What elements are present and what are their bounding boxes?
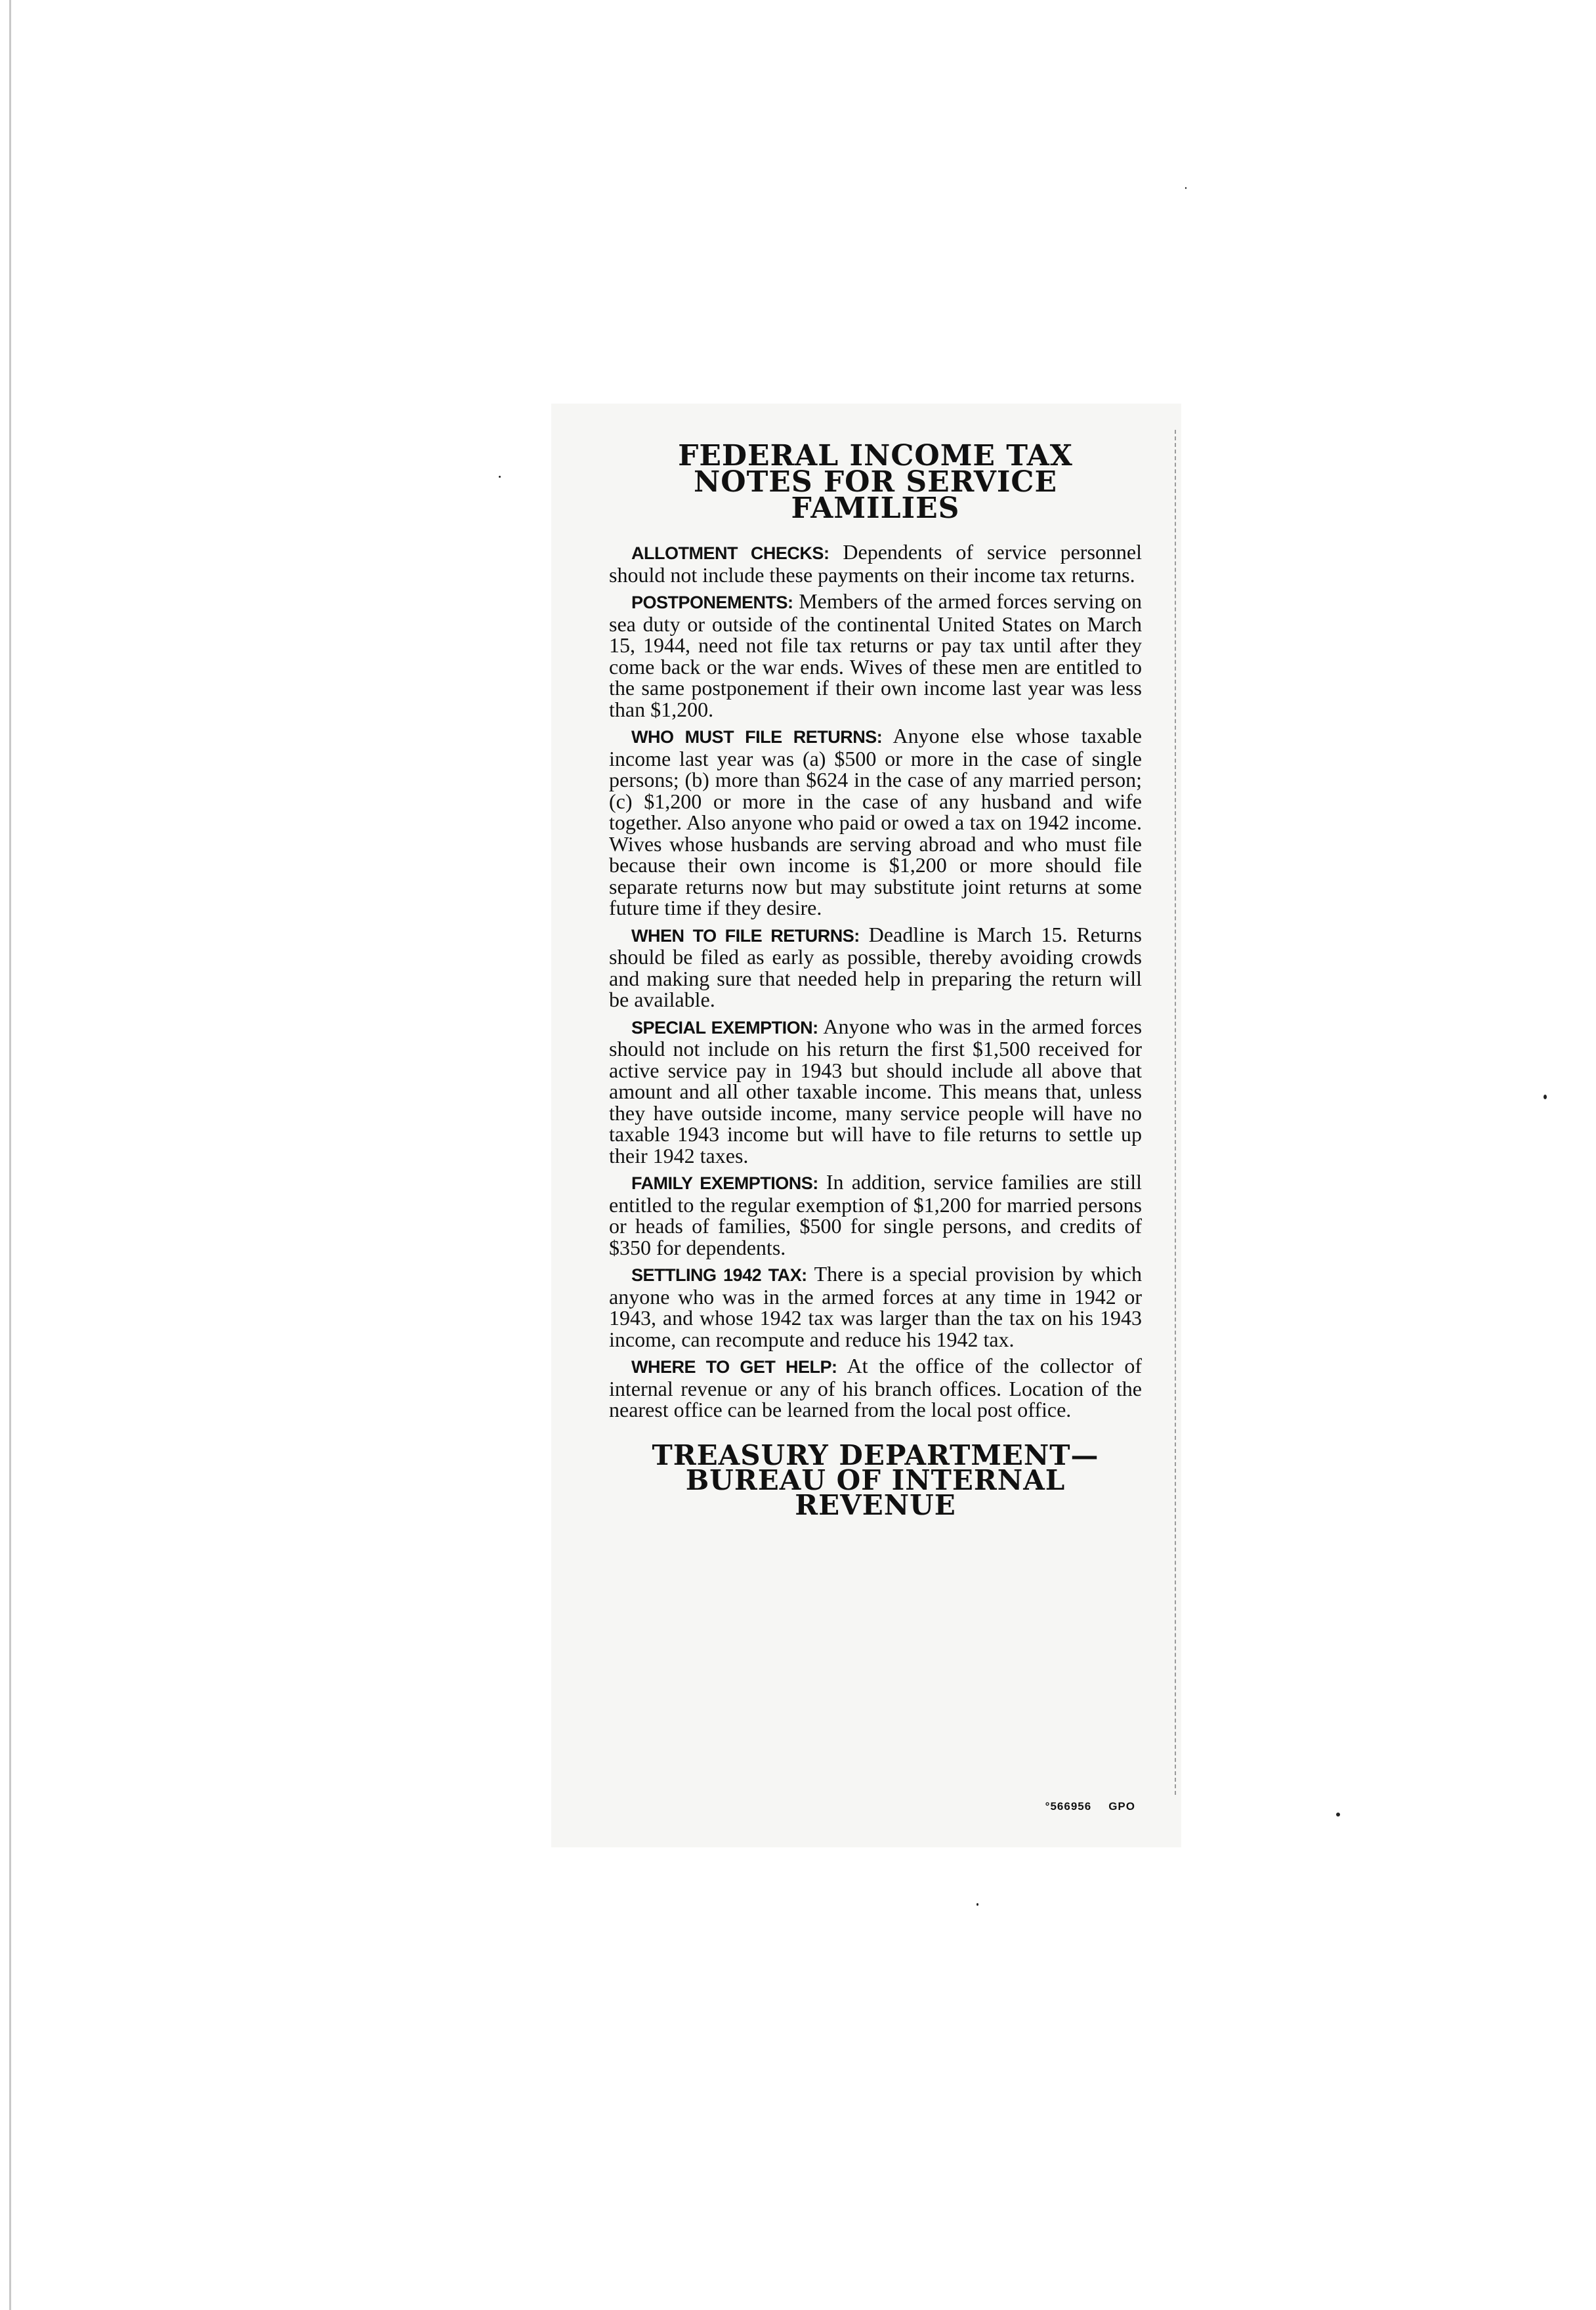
newspaper-clipping [551, 404, 1181, 1847]
headline-line: FEDERAL INCOME TAX [678, 439, 1073, 472]
headline-line: NOTES FOR SERVICE [694, 465, 1057, 499]
scan-speck [1544, 1095, 1547, 1099]
headline [609, 439, 1142, 525]
section-postponements [609, 591, 1142, 720]
section-lead: SPECIAL EXEMPTION: [631, 1017, 818, 1038]
section-lead: WHERE TO GET HELP: [631, 1357, 837, 1377]
section-when-to-file [609, 924, 1142, 1011]
section-body: In addition, service families are still entitled to the regular exemption of $1,200 for married persons or heads of families, $500 for single persons, and credits of $350 for dependents. [609, 1170, 1143, 1259]
issuer-line: REVENUE [795, 1488, 956, 1521]
scan-speck [1336, 1813, 1340, 1816]
section-who-must-file [609, 725, 1142, 919]
issuer-line: TREASURY DEPARTMENT— [652, 1438, 1099, 1471]
section-where-to-get-help [609, 1355, 1142, 1421]
issuer-line: BUREAU OF INTERNAL [685, 1463, 1066, 1496]
scan-speck [499, 476, 501, 478]
section-body: Members of the armed forces serving on sea duty or outside of the continental United States on March 15, 1944, need not file tax returns or pay tax until after they come back or the war ends. Wives of these men are entitled to the same postponement if their own income last year was less than $1,200. [609, 589, 1143, 721]
section-body: At the office of the collector of internal revenue or any of his branch offices. Location of the nearest office can be learned from the local post office. [609, 1354, 1143, 1421]
section-special-exemption [609, 1016, 1142, 1167]
scan-edge-shadow [9, 0, 11, 2310]
clipping-cut-edge [1173, 430, 1176, 1795]
section-allotment-checks [609, 541, 1142, 585]
section-lead: POSTPONEMENTS: [631, 593, 793, 612]
section-lead: SETTLING 1942 TAX: [631, 1265, 807, 1285]
section-body: Anyone else whose taxable income last year was (a) $500 or more in the case of single persons; (b) more than $624 in the case of any married person; (c) $1,200 or more in the case of any husband and wife together. Also anyone who paid or owed a tax on 1942 income. Wives whose husbands are serving abroad and who must file because their own income is $1,200 or more should file separate returns now but may substitute joint returns at some future time if they desire. [609, 724, 1143, 919]
section-body: There is a special provision by which anyone who was in the armed forces at any time in 1942 or 1943, and whose 1942 tax was larger than the tax on his 1943 income, can recompute and reduce his 1942 tax. [609, 1262, 1142, 1351]
scan-speck [1185, 187, 1186, 189]
printer-number: °566956 [1045, 1800, 1092, 1813]
section-lead: FAMILY EXEMPTIONS: [631, 1173, 818, 1193]
section-lead: WHEN TO FILE RETURNS: [631, 925, 860, 946]
section-body: Dependents of service personnel should not include these payments on their income tax returns. [609, 540, 1143, 587]
headline-line: FAMILIES [791, 492, 960, 525]
printer-code: GPO [1108, 1800, 1135, 1813]
scan-speck [976, 1903, 978, 1906]
printer-mark [1028, 1800, 1135, 1813]
section-lead: WHO MUST FILE RETURNS: [631, 727, 883, 747]
section-body: Deadline is March 15. Returns should be filed as early as possible, thereby avoiding crowds and making sure that needed help in preparing the return will be available. [609, 922, 1142, 1011]
section-lead: ALLOTMENT CHECKS: [631, 543, 830, 563]
issuer-title [609, 1438, 1142, 1521]
section-settling-1942-tax [609, 1263, 1142, 1350]
section-body: Anyone who was in the armed forces should not include on his return the first $1,500 received for active service pay in 1943 but should include all above that amount and all other taxable income. This means that, unless they have outside income, many service people will have no taxable 1943 income but will have to file returns to settle up their 1942 taxes. [609, 1014, 1143, 1167]
section-family-exemptions [609, 1171, 1142, 1258]
